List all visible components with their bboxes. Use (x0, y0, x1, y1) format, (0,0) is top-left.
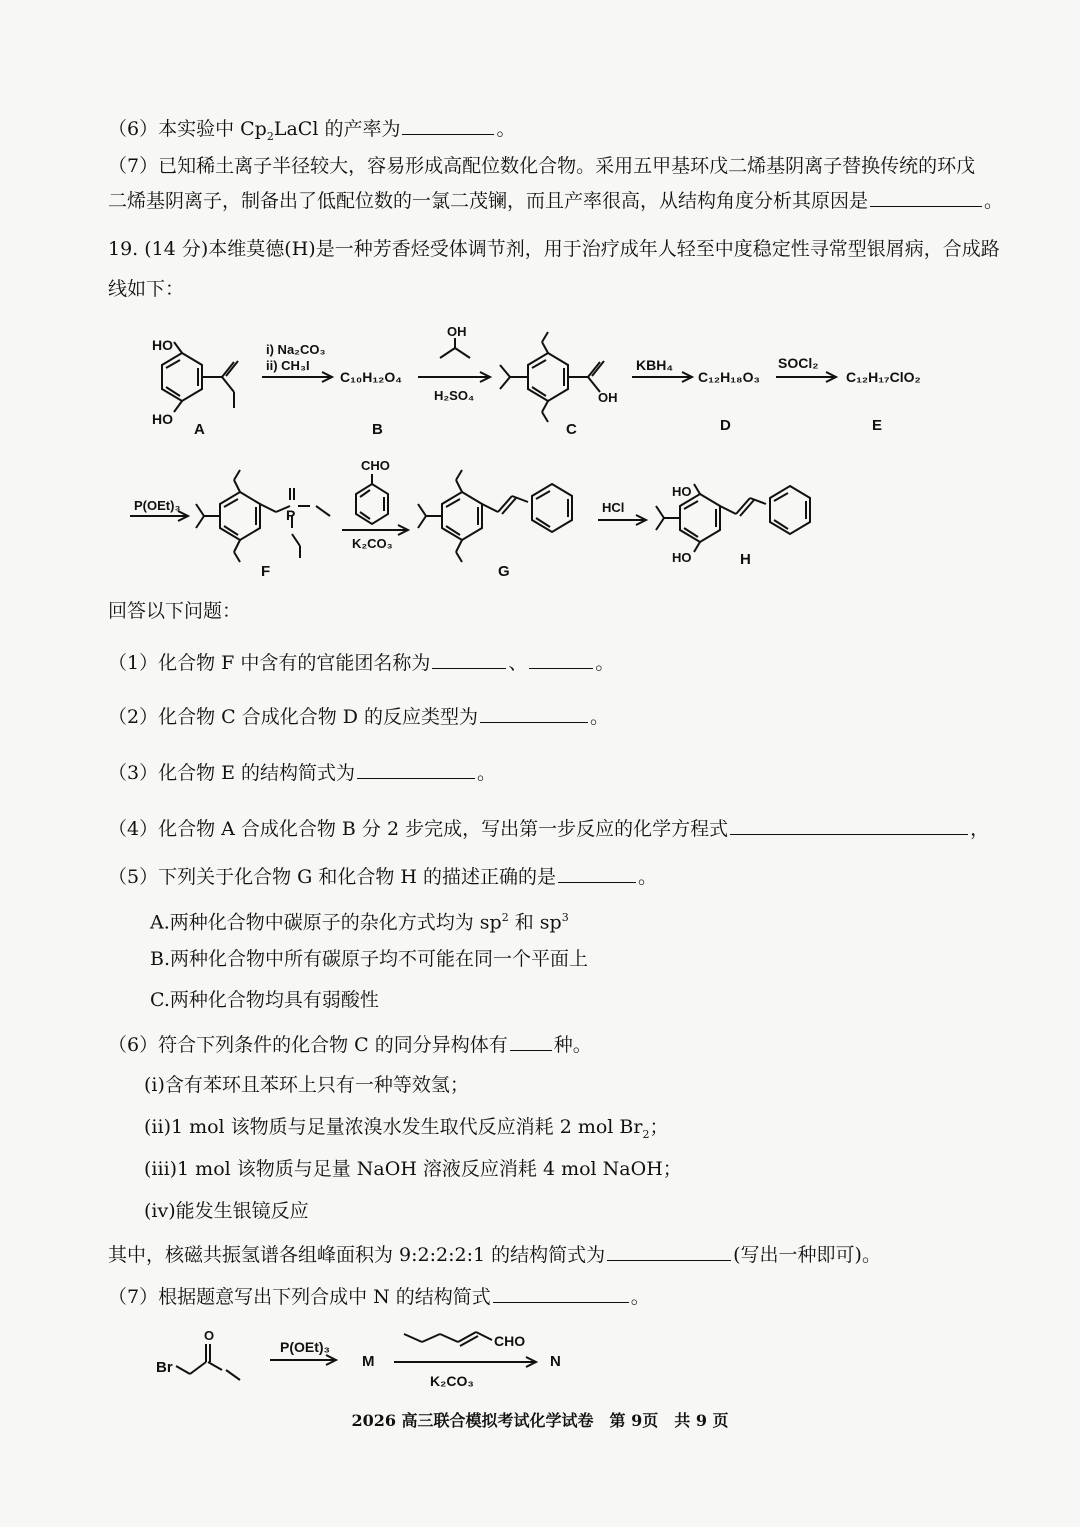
reagent-H2SO4: H₂SO₄ (434, 388, 475, 403)
benzaldehyde-CHO: CHO (361, 458, 390, 473)
q19-option-C: C.两种化合物均具有弱酸性 (150, 989, 379, 1011)
A-hydroxy-bottom: HO (152, 411, 173, 427)
answer-blank[interactable] (607, 1240, 731, 1261)
q19-intro-line2: 线如下： (108, 278, 185, 300)
q19-option-A: A.两种化合物中碳原子的杂化方式均为 $sp^2$ 和 $sp^3$ (150, 911, 569, 934)
reagent-K2CO3: K₂CO₃ (352, 536, 393, 551)
answer-blank[interactable] (510, 1030, 552, 1051)
q19-part3: （3）化合物 E 的结构简式为 。 (108, 758, 496, 786)
formula-D: C₁₂H₁₈O₃ (698, 369, 760, 385)
compound-D-label: D (720, 417, 731, 434)
reagent-Na2CO3: i) Na₂CO₃ (266, 342, 326, 357)
formula-E: C₁₂H₁₇ClO₂ (846, 369, 921, 385)
answer-blank[interactable] (432, 648, 506, 669)
reagent-KBH4: KBH₄ (636, 357, 674, 373)
reagent-POEt3: P(OEt)₃ (280, 1339, 331, 1355)
isopropanol-OH: OH (447, 324, 467, 339)
answer-blank[interactable] (402, 114, 494, 135)
reagent-K2CO3: K₂CO₃ (430, 1373, 474, 1389)
answer-blank[interactable] (493, 1282, 629, 1303)
compound-N-label: N (550, 1353, 561, 1370)
q19-option-B: B.两种化合物中所有碳原子均不可能在同一个平面上 (150, 948, 589, 970)
H-hydroxy-bottom: HO (672, 550, 692, 565)
A-hydroxy-top: HO (152, 337, 173, 353)
q19-part7: （7）根据题意写出下列合成中 N 的结构简式 。 (108, 1282, 650, 1310)
q19-condition-3: (iii)1 mol 该物质与足量 NaOH 溶液反应消耗 4 mol NaOH； (144, 1158, 682, 1180)
q19-intro-line1: 19. (14 分)本维莫德(H)是一种芳香烃受体调节剂，用于治疗成年人轻至中度稳定性寻常型银屑病，合成路 (108, 238, 1000, 260)
q19-part1: （1）化合物 F 中含有的官能团名称为 、 。 (108, 648, 614, 676)
answer-blank[interactable] (357, 758, 475, 779)
reagent-SOCl2: SOCl₂ (778, 355, 819, 371)
page-footer: 2026 高三联合模拟考试化学试卷 第 9页 共 9 页 (351, 1411, 729, 1430)
answer-heading: 回答以下问题： (108, 600, 242, 622)
compound-E-label: E (872, 417, 883, 434)
answer-blank[interactable] (558, 862, 636, 883)
q19-part6: （6）符合下列条件的化合物 C 的同分异构体有 种。 (108, 1030, 592, 1058)
q18-part7-line2: 二烯基阴离子，制备出了低配位数的一氯二茂镧，而且产率很高，从结构角度分析其原因是 。 (108, 186, 1003, 214)
q18-part6: （6）本实验中 $Cp_2LaCl$ 的产率为 。 (108, 114, 515, 150)
compound-M-label: M (362, 1353, 375, 1370)
synthesis-scheme-row2 (0, 450, 1080, 590)
formula-B: C₁₀H₁₂O₄ (340, 369, 402, 385)
compound-G-label: G (498, 563, 510, 580)
q19-part5: （5）下列关于化合物 G 和化合物 H 的描述正确的是 。 (108, 862, 657, 890)
reagent-HCl: HCl (602, 500, 625, 515)
compound-B-label: B (372, 421, 383, 438)
answer-blank[interactable] (480, 702, 588, 723)
C-hydroxyl: OH (598, 390, 618, 405)
q18-part7-line1: （7）已知稀土离子半径较大，容易形成高配位数化合物。采用五甲基环戊二烯基阴离子替换传统的环戊 (108, 155, 976, 177)
q19-condition-4: (iv)能发生银镜反应 (144, 1200, 309, 1222)
compound-H-label: H (740, 551, 751, 568)
bromine-atom: Br (156, 1359, 173, 1376)
reagent-POEt3: P(OEt)₃ (134, 498, 181, 513)
synthesis-scheme-row1 (0, 320, 1080, 450)
compound-F-label: F (261, 563, 271, 580)
synthesis-scheme-row3 (0, 1326, 1080, 1396)
q19-condition-2: (ii)1 mol 该物质与足量浓溴水发生取代反应消耗 2 mol $Br_2$； (144, 1116, 669, 1141)
answer-blank[interactable] (730, 814, 968, 835)
answer-blank[interactable] (529, 648, 593, 669)
H-hydroxy-top: HO (672, 484, 692, 499)
answer-blank[interactable] (870, 186, 982, 207)
q19-part4: （4）化合物 A 合成化合物 B 分 2 步完成，写出第一步反应的化学方程式 ， (108, 814, 989, 842)
q19-part2: （2）化合物 C 合成化合物 D 的反应类型为 。 (108, 702, 609, 730)
reagent-CH3I: ii) CH₃I (266, 358, 310, 373)
q19-nmr-question: 其中，核磁共振氢谱各组峰面积为 9:2:2:2:1 的结构简式为 (写出一种即可)。 (108, 1240, 881, 1268)
ester-oxygen: O (204, 1328, 215, 1343)
compound-A-label: A (194, 421, 205, 438)
phosphorus-atom: P (286, 507, 296, 523)
q19-condition-1: (i)含有苯环且苯环上只有一种等效氢； (144, 1074, 469, 1096)
aldehyde-CHO: CHO (494, 1333, 526, 1349)
compound-C-label: C (566, 421, 577, 438)
